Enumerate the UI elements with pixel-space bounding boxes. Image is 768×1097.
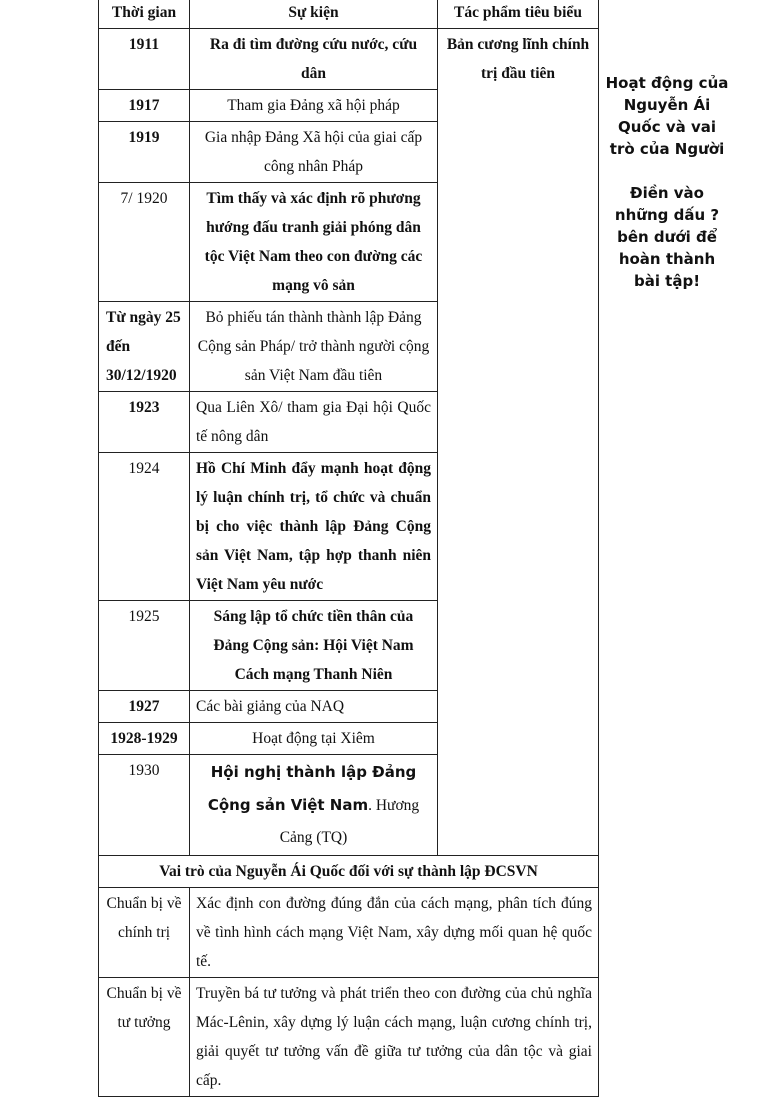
row-time: 1925 [99, 601, 190, 691]
row-event: Tìm thấy và xác định rõ phương hướng đấu tranh giải phóng dân tộc Việt Nam theo con đường các mạng vô sản [190, 183, 438, 302]
row-event [190, 755, 438, 856]
row-event: Sáng lập tổ chức tiền thân của Đảng Cộng sản: Hội Việt Nam Cách mạng Thanh Niên [190, 601, 438, 691]
row-event-bold: Hội nghị thành lập Đảng Cộng sản Việt Nam [207, 763, 417, 814]
table-row [99, 29, 599, 90]
side-note-spacer [604, 160, 730, 182]
role-row [99, 978, 599, 1097]
row-event: Tham gia Đảng xã hội pháp [190, 90, 438, 122]
role-text: Xác định con đường đúng đắn của cách mạng, phân tích đúng về tình hình cách mạng Việt Nam, xây dựng mối quan hệ quốc tế. [190, 888, 599, 978]
role-label: Chuẩn bị về tư tưởng [99, 978, 190, 1097]
row-time: 1917 [99, 90, 190, 122]
row-event: Hồ Chí Minh đẩy mạnh hoạt động lý luận chính trị, tổ chức và chuẩn bị cho việc thành lập Đảng Cộng sản Việt Nam, tập hợp thanh niên Việt Nam yêu nước [190, 453, 438, 601]
header-work: Tác phẩm tiêu biểu [438, 0, 599, 29]
side-note-instruction: Điền vào những dấu ? bên dưới để hoàn thành bài tập! [614, 184, 720, 290]
timeline-table [98, 0, 599, 1097]
row-time: 7/ 1920 [99, 183, 190, 302]
role-row [99, 888, 599, 978]
row-time: 1927 [99, 691, 190, 723]
header-time: Thời gian [99, 0, 190, 29]
worksheet [98, 0, 598, 1097]
row-event: Qua Liên Xô/ tham gia Đại hội Quốc tế nông dân [190, 392, 438, 453]
work-cell: Bản cương lĩnh chính trị đầu tiên [438, 29, 599, 856]
row-event-suffix: . Hương Cảng (TQ) [279, 797, 420, 846]
role-header: Vai trò của Nguyễn Ái Quốc đối với sự thành lập ĐCSVN [99, 856, 599, 888]
row-time: 1911 [99, 29, 190, 90]
side-note [604, 72, 730, 292]
header-event: Sự kiện [190, 0, 438, 29]
role-label: Chuẩn bị về chính trị [99, 888, 190, 978]
row-time: 1923 [99, 392, 190, 453]
row-time: Từ ngày 25 đến 30/12/1920 [99, 302, 190, 392]
row-time: 1928-1929 [99, 723, 190, 755]
row-event: Ra đi tìm đường cứu nước, cứu dân [190, 29, 438, 90]
side-note-title: Hoạt động của Nguyễn Ái Quốc và vai trò của Người [605, 74, 729, 158]
row-time: 1924 [99, 453, 190, 601]
role-header-row [99, 856, 599, 888]
row-event: Bỏ phiếu tán thành thành lập Đảng Cộng sản Pháp/ trở thành người cộng sản Việt Nam đầu tiên [190, 302, 438, 392]
row-event: Các bài giảng của NAQ [190, 691, 438, 723]
table-header-row [99, 0, 599, 29]
row-event: Gia nhập Đảng Xã hội của giai cấp công nhân Pháp [190, 122, 438, 183]
row-time: 1930 [99, 755, 190, 856]
role-text: Truyền bá tư tưởng và phát triển theo con đường của chủ nghĩa Mác-Lênin, xây dựng lý luận cách mạng, luận cương chính trị, giải quyết tư tưởng vấn đề giữa tư tưởng của dân tộc và giai cấp. [190, 978, 599, 1097]
row-time: 1919 [99, 122, 190, 183]
row-event: Hoạt động tại Xiêm [190, 723, 438, 755]
